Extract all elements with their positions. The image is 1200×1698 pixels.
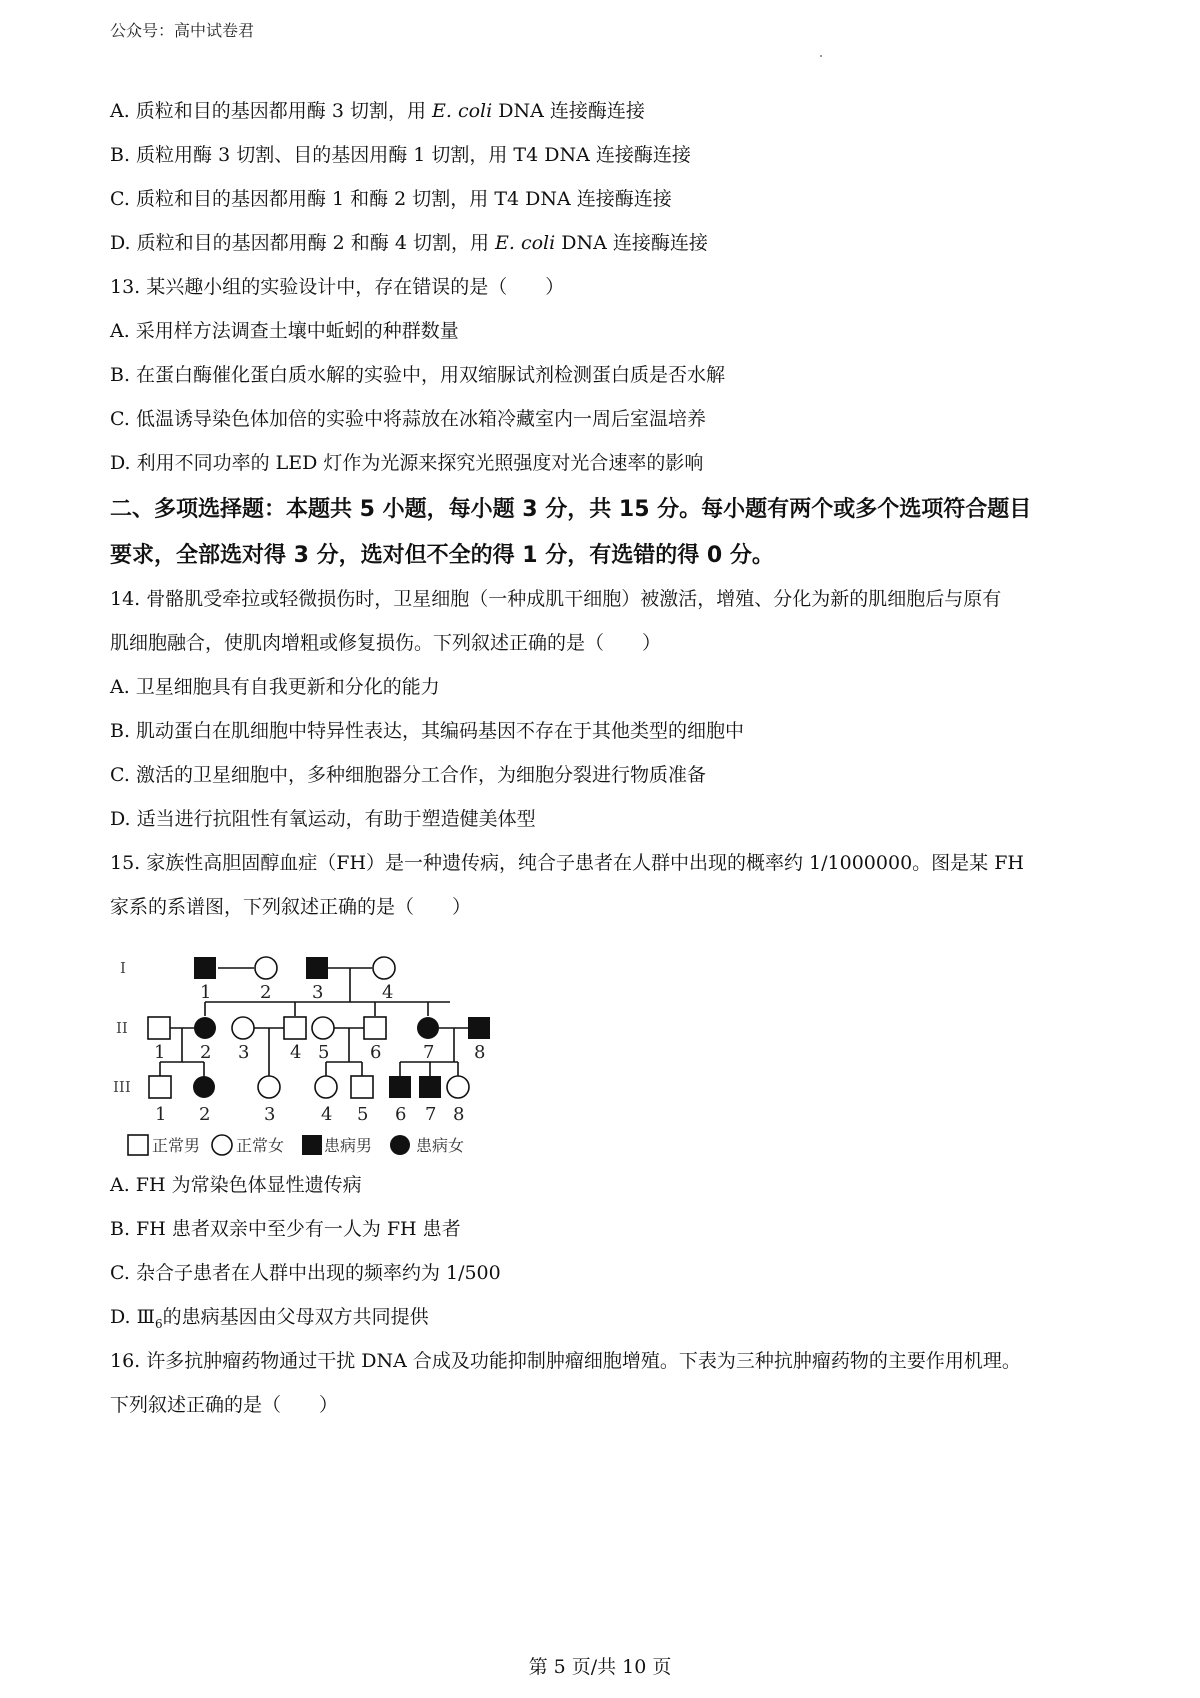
pedigree-ii2-affected-female xyxy=(194,1017,216,1039)
gen-label-ii: II xyxy=(116,1019,128,1037)
q13-stem: 13. 某兴趣小组的实验设计中，存在错误的是（ ） xyxy=(110,276,565,298)
pedigree-ii5-normal-female xyxy=(312,1017,334,1039)
legend-normal-female-icon xyxy=(212,1135,232,1155)
q12-option-b: B. 质粒用酶 3 切割、目的基因用酶 1 切割，用 T4 DNA 连接酶连接 xyxy=(110,144,691,166)
gen3-number: 5 xyxy=(357,1104,369,1125)
pedigree-iii5-normal-male xyxy=(351,1076,373,1098)
pedigree-ii7-affected-female xyxy=(417,1017,439,1039)
pedigree-iii1-normal-male xyxy=(149,1076,171,1098)
q15-option-d-text: 的患病基因由父母双方共同提供 xyxy=(162,1306,429,1328)
gen-label-i: I xyxy=(120,959,126,977)
page-number: 第 5 页/共 10 页 xyxy=(528,1656,672,1678)
gen2-number: 4 xyxy=(290,1042,302,1063)
pedigree-i2-normal-female xyxy=(255,957,277,979)
pedigree-iii8-normal-female xyxy=(447,1076,469,1098)
pedigree-i1-affected-male xyxy=(194,957,216,979)
gen2-number: 5 xyxy=(318,1042,330,1063)
q13-option-b: B. 在蛋白酶催化蛋白质水解的实验中，用双缩脲试剂检测蛋白质是否水解 xyxy=(110,364,726,386)
pedigree-ii3-normal-female xyxy=(232,1017,254,1039)
q15-option-b: B. FH 患者双亲中至少有一人为 FH 患者 xyxy=(110,1218,461,1240)
pedigree-ii8-affected-male xyxy=(468,1017,490,1039)
q15-stem-line1: 15. 家族性高胆固醇血症（FH）是一种遗传病，纯合子患者在人群中出现的概率约 1/1000000。图是某 FH xyxy=(110,852,1024,874)
pedigree-iii4-normal-female xyxy=(315,1076,337,1098)
q14-option-a: A. 卫星细胞具有自我更新和分化的能力 xyxy=(110,676,440,698)
q13-option-c: C. 低温诱导染色体加倍的实验中将蒜放在冰箱冷藏室内一周后室温培养 xyxy=(110,408,706,430)
legend-normal-male: 正常男 xyxy=(152,1136,201,1155)
q15-option-d-subscript: 6 xyxy=(154,1316,163,1331)
legend-affected-female-icon xyxy=(390,1135,410,1155)
q14-option-c: C. 激活的卫星细胞中，多种细胞器分工合作，为细胞分裂进行物质准备 xyxy=(110,764,706,786)
pedigree-i3-affected-male xyxy=(306,957,328,979)
scan-speck xyxy=(820,55,822,57)
q14-stem-line2: 肌细胞融合，使肌肉增粗或修复损伤。下列叙述正确的是（ ） xyxy=(110,632,662,654)
q15-option-d xyxy=(110,1302,429,1331)
q13-option-a: A. 采用样方法调查土壤中蚯蚓的种群数量 xyxy=(110,320,459,342)
q16-stem-line2: 下列叙述正确的是（ ） xyxy=(110,1394,339,1416)
pedigree-iii3-normal-female xyxy=(258,1076,280,1098)
pedigree-iii2-affected-female xyxy=(193,1076,215,1098)
q15-option-d-prefix: D. Ⅲ xyxy=(110,1306,155,1328)
legend-normal-male-icon xyxy=(128,1135,148,1155)
pedigree-iii6-affected-male xyxy=(389,1076,411,1098)
gen3-number: 2 xyxy=(199,1104,211,1125)
legend-normal-female: 正常女 xyxy=(236,1136,285,1155)
gen2-number: 8 xyxy=(474,1042,486,1063)
gen-label-iii: III xyxy=(113,1078,131,1096)
section-heading-line2: 要求，全部选对得 3 分，选对但不全的得 1 分，有选错的得 0 分。 xyxy=(110,543,774,568)
gen2-number: 6 xyxy=(370,1042,382,1063)
q15-stem-line2: 家系的系谱图，下列叙述正确的是（ ） xyxy=(110,896,472,918)
watermark-text: 公众号：高中试卷君 xyxy=(110,21,255,40)
gen3-number: 1 xyxy=(155,1104,167,1125)
q15-option-c: C. 杂合子患者在人群中出现的频率约为 1/500 xyxy=(110,1262,501,1284)
gen3-number: 3 xyxy=(264,1104,276,1125)
gen3-number: 6 xyxy=(395,1104,407,1125)
pedigree-ii1-normal-male xyxy=(148,1017,170,1039)
q13-option-d: D. 利用不同功率的 LED 灯作为光源来探究光照强度对光合速率的影响 xyxy=(110,452,704,474)
gen3-number: 4 xyxy=(321,1104,333,1125)
gen1-number: 4 xyxy=(382,982,394,1003)
pedigree-ii6-normal-male xyxy=(364,1017,386,1039)
gen1-number: 3 xyxy=(312,982,324,1003)
gen2-number: 7 xyxy=(423,1042,435,1063)
section-heading-line1: 二、多项选择题：本题共 5 小题，每小题 3 分，共 15 分。每小题有两个或多个选项符合题目 xyxy=(110,497,1032,522)
q14-option-d: D. 适当进行抗阻性有氧运动，有助于塑造健美体型 xyxy=(110,808,536,830)
legend-affected-male: 患病男 xyxy=(324,1136,373,1155)
q16-stem-line1: 16. 许多抗肿瘤药物通过干扰 DNA 合成及功能抑制肿瘤细胞增殖。下表为三种抗肿瘤药物的主要作用机理。 xyxy=(110,1350,1021,1372)
gen3-number: 7 xyxy=(425,1104,437,1125)
gen3-number: 8 xyxy=(453,1104,465,1125)
gen2-number: 2 xyxy=(200,1042,212,1063)
gen2-number: 3 xyxy=(238,1042,250,1063)
gen1-number: 2 xyxy=(260,982,272,1003)
legend-affected-male-icon xyxy=(302,1135,322,1155)
gen1-number: 1 xyxy=(200,982,212,1003)
q12-option-d: D. 质粒和目的基因都用酶 2 和酶 4 切割，用 E. coli DNA 连接酶连接 xyxy=(110,232,708,254)
q12-option-a: A. 质粒和目的基因都用酶 3 切割，用 E. coli DNA 连接酶连接 xyxy=(110,100,645,122)
legend-affected-female: 患病女 xyxy=(416,1136,465,1155)
pedigree-chart xyxy=(110,930,530,1160)
q15-option-a: A. FH 为常染色体显性遗传病 xyxy=(110,1174,362,1196)
q14-option-b: B. 肌动蛋白在肌细胞中特异性表达，其编码基因不存在于其他类型的细胞中 xyxy=(110,720,745,742)
pedigree-iii7-affected-male xyxy=(419,1076,441,1098)
q12-option-c: C. 质粒和目的基因都用酶 1 和酶 2 切割，用 T4 DNA 连接酶连接 xyxy=(110,188,672,210)
gen2-number: 1 xyxy=(154,1042,166,1063)
pedigree-i4-normal-female xyxy=(373,957,395,979)
pedigree-ii4-normal-male xyxy=(284,1017,306,1039)
q14-stem-line1: 14. 骨骼肌受牵拉或轻微损伤时，卫星细胞（一种成肌干细胞）被激活，增殖、分化为新的肌细胞后与原有 xyxy=(110,588,1002,610)
